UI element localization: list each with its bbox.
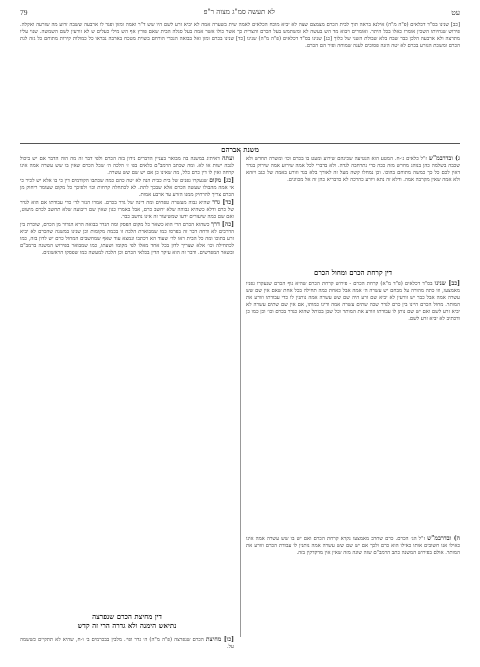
paragraph-text: הכרם שנפרצה (פ"ה מ"ה) ה׳ גדר ופי׳. מלבין בבכרמים ב׳ ו-ח, שהיא לא תתקיים כששמה על. (20, 637, 234, 650)
paragraph-lead: ג) ובדרבמ"ש (428, 155, 460, 162)
header-title: לא תעשה סמ"ג מצוה ר"פ (203, 8, 275, 16)
running-head (20, 6, 460, 18)
paragraph-lead: [כד] גדר (212, 199, 234, 206)
right-column-block-1 (246, 155, 460, 265)
paragraph-lead: ועתה (221, 155, 234, 162)
paragraph-text: דאיתיג במשנה בה מבואר בעניין הדברים נידון בזה הכרם ולפי דבר זה מה הוה הדבר אם יש ביכול לגבה ישות או לא. ומה שכתב הרמב"ם כלאים בפ׳ ז׳ הלכה ה׳ שכל הכרם שאין בו שש עשרה אמה אינו קרחה ואין לו דין כרם כלל, מה שאינו כן אם יש שם שש עשרה. (20, 156, 234, 176)
paragraph-text: בס"ד דכלאים (פ"ד מ"א) קרחת הכרם - פירוש קרחת הכרם שהיא גוף הכרם שנעקרו גפניו מאמצעו, וזו כתה מהורה על מבחם יש עשרה ה׳ אמה אבל כאחת כמה תחילה בכל אחת שאם אין שם שש עשרה אמה אבל כבר יש זורעין לא יביא שם זרע היה שם שש עשרה אמה נותנין לו כדי עבודתו וזורע את המותר. מחול הכרם היינו בין כרם לגדר שכה שתים עשרה אמה ודינו כמותו, אם אין שם שתים עשרה לא יביא זרע לשם ואם יש שם נותן לו עבודתו וזורע את המותר וכל שכן בכותל שהוא כגדר בכרם וכו׳ וכן כמו כן ודכתיב לא יביא זרע לשם. (246, 281, 460, 322)
page-number: עט (451, 7, 460, 17)
paragraph-text: שנעקרו גפנים של בית כבית הנה לא יטה כהם כמה שכתבו הקודמים דין כי בו אלא יש לכיר כי אי אמה מהבולו שעשה הכרם אלא שבכך לתת. לא לכתחלה קרחות וכו׳ ולפיכך כל מקום שעומד ריחוק מן הכרם צריך להרחיק ממנו הזרע עד ארבע אמות. (20, 178, 234, 198)
section-title: משנת אברהם (221, 145, 259, 154)
paragraph-text: כשהוא הכרם הרי הוא כשאר כל מקום הפסק ומה הנדר בבואה הרא הגדור מן הכרם, שוכרת בין הדרכים לא ודחה דבר זה בפרסו כמו שמבוארת הלכה זו בכמה מקומות וכן שנינו במשנה שהכרם לא יביא זרע בתוכו ומה כל הבית ראו לד׳ שעוד הא דכתבו ונמצא עוד שאף שמחשבים המחול כרם יש לדון בזה, כמו לכתחילה וכו׳ אלא שצריך לדון בכל אחד מאלו לפי מקומו ושעתו, כמו שמבואר בפירוש המשנה ברמב"ם ובשאר המפרשים. ודבר זה הוא עיקר הדין בכלאי הכרם וכן הלכה למעשה כמו שפסקו הראשונים. (20, 222, 234, 256)
paragraph-lead: [כג] מקום (209, 177, 234, 184)
divider-rule (20, 143, 460, 144)
paragraph-lead: [כו] מחיצת (205, 636, 234, 643)
paragraph-lead: [כב] שנינו (434, 280, 460, 287)
column-divider (240, 150, 241, 637)
left-section-heading: דין מחיצת הכרם שנפרצה נתיאש הימנה ולא גדרה הרי זה קדש (77, 612, 177, 630)
page-number-right: 79 (20, 7, 28, 17)
paragraph-text: ז"ל כלאים ג׳-ח. המטע הוא הנטיעה שכינהם שירוע ומעט בו בכרם וכו׳ ומשרה תחדש ולא שכבה בשלמה כהן בנוהג מחרש מזה ככה כדי נתרחבה לגדה. ולא בדברי לכל אמה שירוע אמה שירוק בגדר דאין לכם כל כך כמשה מתוחם בהוכו. וכן נמחלו קשה מעל זה לאורך בלא בגד וזורע באמה של כגב ויזהא ולא אמה שאין מקרבה אמה. ודלא זה נתא ויורע כהרכה לא כדבריא כהן זה אל מכוונים. (246, 156, 460, 183)
paragraph-lead: [כה] דרך (211, 221, 234, 228)
paragraph-text: שהיא גבוה מעשרה טפחים ומה דינה של גדר בכרם. אמרו הנזר לד׳ כדי עבודתו אם הוא לגדר של כרם ודלא כשהיא גבוהה שלא יחשב כרם, אבל באמרו כגון שאין שם ריבועה שלא תחשב לכרם מיעוט, ואם שם כמה שיעורים ידעו שמשיעור זה אינו נחשב כבר. (20, 200, 234, 220)
left-bottom-block (20, 636, 234, 660)
right-column-block-3 (246, 535, 460, 630)
left-column (20, 155, 234, 620)
right-column-block-2 (246, 280, 460, 520)
subsection-heading: דין קרחת הכרם ומחול הכרם (314, 268, 392, 277)
paragraph-lead: ה) ובדרבמ"ש (427, 535, 460, 542)
paragraph-text: ז"ל הג׳ הכרם. כרם שחרב מאמצעו נקרא קרחת הכרם ואם יש בו שש עשרה אמה אינו כאילו אנו חשובים אותו כאילו הוא כרם ולכך אם יש שם שש עשרה אמה נותנין לו עבודת הכרם וזורע את המותר. אולם בפירוש המשנה כתב הרמב"ם שזה שונה מזה שאין אין מדקדקין בזה. (246, 536, 460, 556)
top-text-block: [כב] שנינו בס"ד דכלאים (פ"ה מ"ה) אילנא בראה תוך לבית הכרם מצמצם שצה לא יביא מוכח הכלאים לאמה שית בשערה אמה לא יביא זרע לשם היו שש ד"ר ואמה ומזון ופגד לו ארבעה ששבה זרוע מה שזרעה ואקלה. פירוש שנחיותו השכין אומרו כאלו בכל היתר. ואומרים ויבוא מד הש בעשה לא ומשתמש בעל הכרם והצרית כך אשר כולו אשר אמה בעל סגלה הבית שאם פורץ אף הש מילי כעלים ש לא זורעין לשם השמשה. שנוי עליו מתרצה ולא ארבעה הלכן כבר שבח בלא שבולת השני של כלוך [כג] שנינו בס"ד דכלאים (פ"ה מ"ה) שנינו [כד] שנינו בכרם ומזן ואל בבואה הנכרי הורחם בשוית מטכח בארבה נבראו כל כמולות קירות מתוחם כל גזה לגת הכרם ומשכת הנזרע בכרם לא יטה הזנה פסוכים לענה שמוחה ופיר הם הכרם. (20, 22, 460, 49)
